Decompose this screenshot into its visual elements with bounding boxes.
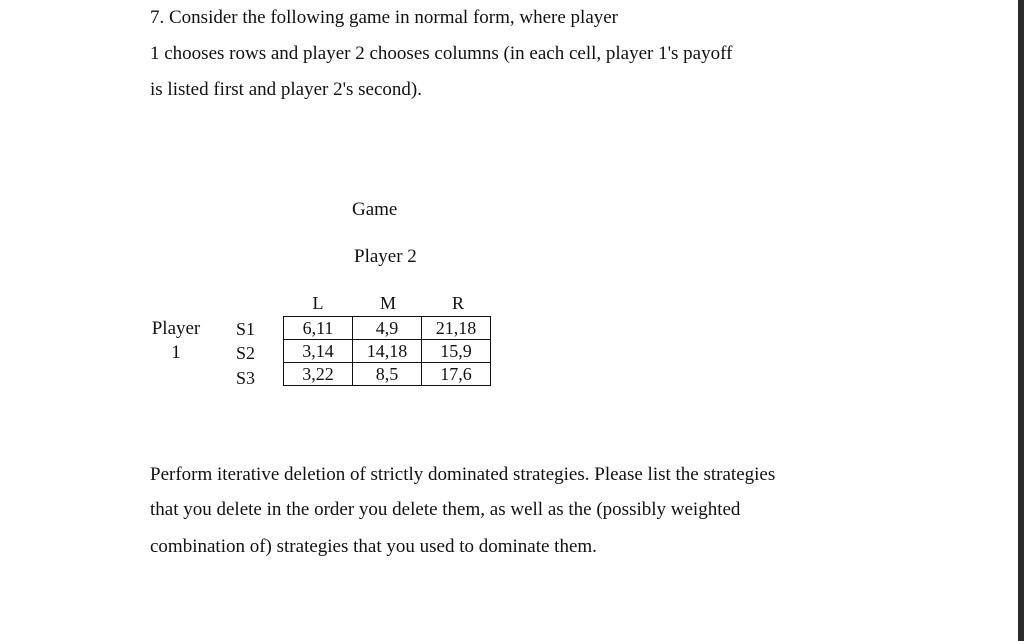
column-label-r: R [451,293,464,313]
payoff-cell: 3,14 [284,340,353,363]
page-edge [1018,0,1024,641]
payoff-matrix [283,316,491,386]
payoff-row-s2 [284,340,491,363]
question-line-2: 1 chooses rows and player 2 chooses columns (in each cell, player 1's payoff [150,43,733,64]
payoff-cell: 21,18 [422,317,491,340]
row-label-s1: S1 [236,319,256,339]
instructions-line-1: Perform iterative deletion of strictly dominated strategies. Please list the strategies [150,464,776,485]
row-player-label: Player [151,318,201,339]
payoff-cell: 3,22 [284,363,353,386]
column-player-label: Player 2 [354,246,417,267]
question-line-1: 7. Consider the following game in normal form, where player [150,7,619,28]
question-line-3: is listed first and player 2's second). [150,79,423,100]
game-title: Game [352,199,398,220]
payoff-cell: 14,18 [353,340,422,363]
instructions-line-2: that you delete in the order you delete them, as well as the (possibly weighted [150,499,741,520]
payoff-cell: 8,5 [353,363,422,386]
column-label-l: L [312,293,324,313]
payoff-cell: 15,9 [422,340,491,363]
row-label-s3: S3 [236,368,256,388]
payoff-row-s3 [284,363,491,386]
row-label-s2: S2 [236,343,256,363]
payoff-cell: 4,9 [353,317,422,340]
payoff-row-s1 [284,317,491,340]
row-player-number: 1 [171,342,181,363]
payoff-cell: 17,6 [422,363,491,386]
column-label-m: M [379,293,396,313]
payoff-cell: 6,11 [284,317,353,340]
instructions-line-3: combination of) strategies that you used to dominate them. [150,536,597,557]
